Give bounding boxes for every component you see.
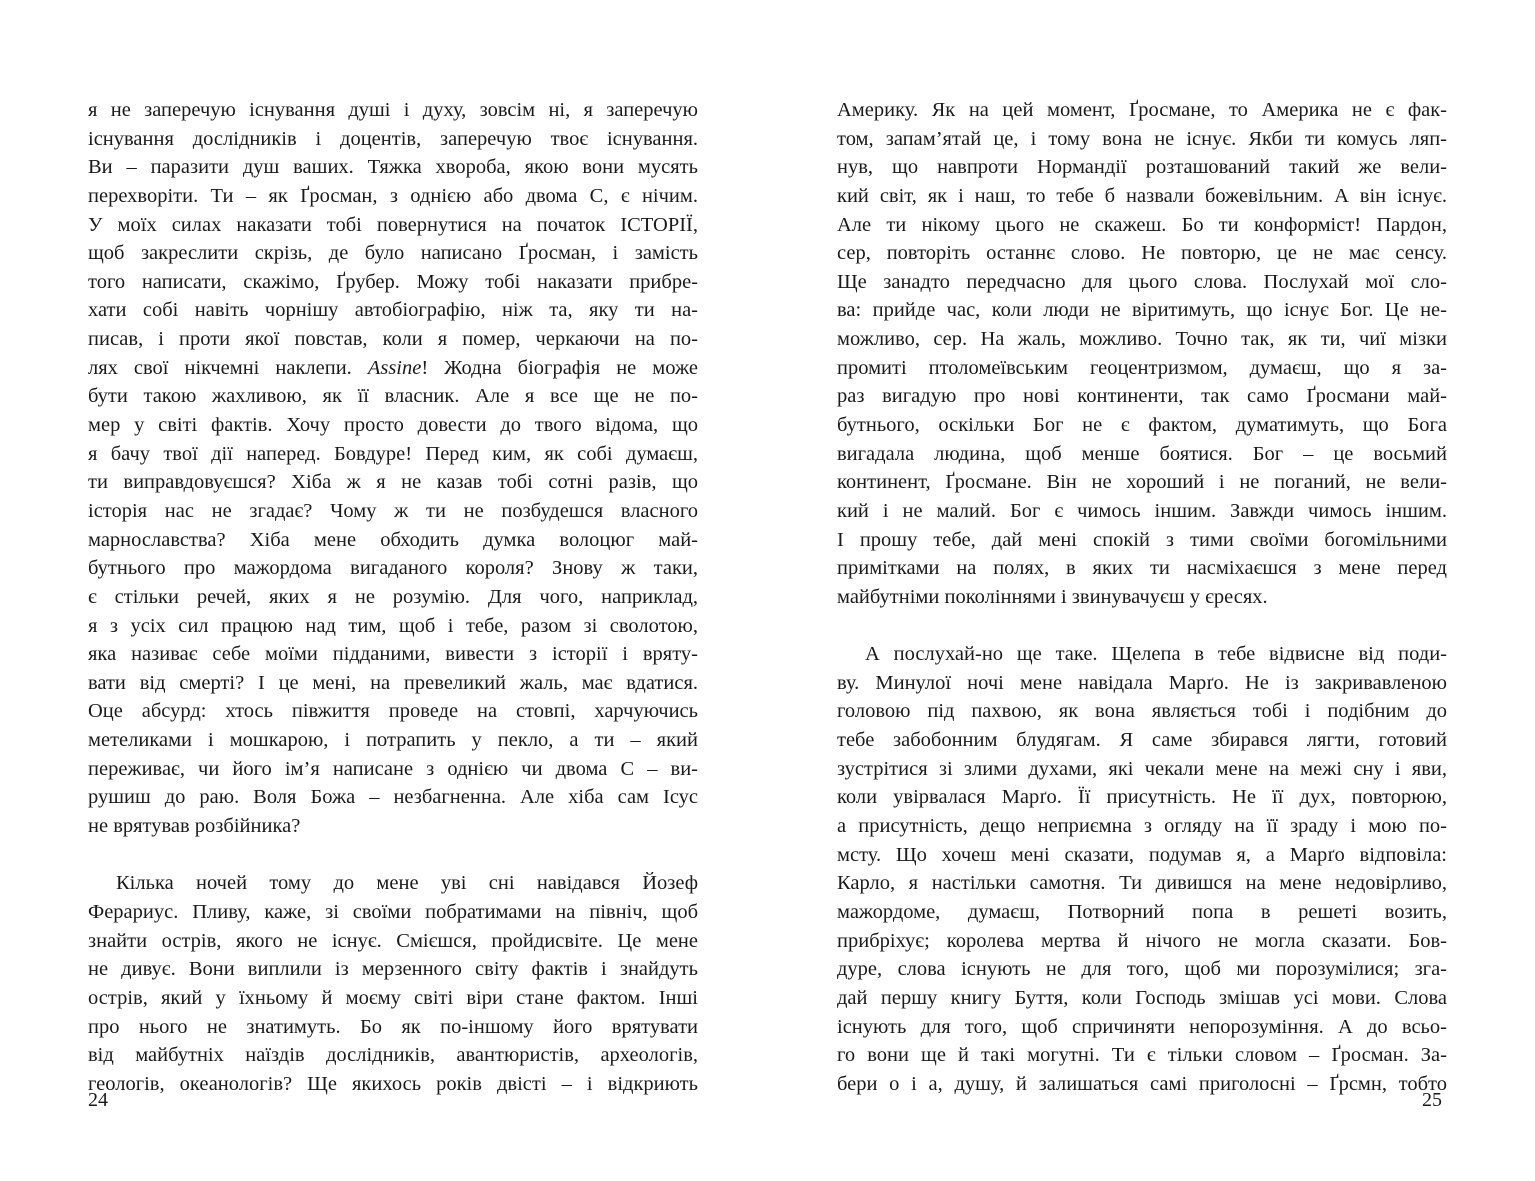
text-line: головою під пахвою, як вона являється тобі і подібним до	[837, 700, 1447, 723]
text-line: не врятував розбійника?	[88, 815, 301, 838]
text-line: бутнього, оскільки Бог не є фактом, думатимуть, що Бога	[837, 414, 1447, 437]
text-line: майбутніми поколіннями і звинувачуєш у єресях.	[837, 585, 1268, 608]
text-line: сер, повторіть останнє слово. Не повторю, це не має сенсу.	[837, 242, 1447, 265]
text-line: У моїх силах наказати тобі повернутися на початок ІСТОРІЇ,	[88, 213, 698, 236]
text-line: А послухай-но ще таке. Щелепа в тебе відвисне від поди-	[865, 643, 1447, 666]
text-line: щоб закреслити скрізь, де було написано Ґросман, і замість	[88, 242, 698, 265]
text-line: писав, і проти якої повстав, коли я помер, черкаючи на по-	[88, 328, 698, 351]
text-line: ва: прийде час, коли люди не віритимуть, що існує Бог. Це не-	[837, 299, 1447, 322]
text-line: вигадала людина, щоб менше боятися. Бог – це восьмий	[837, 442, 1447, 465]
text-line: нув, що навпроти Нормандії розташований такий же вели-	[837, 156, 1447, 179]
text-line: про нього не знатимуть. Бо як по-іншому його врятувати	[88, 1015, 698, 1038]
text-line: я бачу твої дії наперед. Бовдуре! Перед ким, як собі думаєш,	[88, 442, 698, 465]
paragraph	[837, 96, 1447, 612]
text-line: метеликами і мошкарою, і потрапить у пекло, а ти – який	[88, 729, 698, 752]
text-line: коли увірвалася Марґо. Її присутність. Не її дух, повторюю,	[837, 786, 1447, 809]
paragraph	[88, 96, 698, 841]
text-line: вати від смерті? І це мені, на превеликий жаль, має вдатися.	[88, 671, 698, 694]
text-line: існують для того, щоб спричиняти непорозуміння. А до всьо-	[837, 1015, 1447, 1038]
text-line: кий і не малий. Бог є чимось іншим. Завжди чимось іншим.	[837, 499, 1447, 522]
text-line: промиті птоломеївським геоцентризмом, думаєш, що я за-	[837, 356, 1447, 379]
page-number: 24	[88, 1089, 108, 1111]
text-line: Карло, я настільки самотня. Ти дивишся на мене недовірливо,	[837, 872, 1447, 895]
text-line: І прошу тебе, дай мені спокій з тими своїми богомільними	[837, 528, 1447, 551]
text-line: того написати, скажімо, Ґрубер. Можу тобі наказати прибре-	[88, 270, 698, 293]
text-segment: ! Жодна біографія не може	[421, 356, 698, 379]
text-line: дай першу книгу Буття, коли Господь змішав усі мови. Слова	[837, 986, 1447, 1009]
text-line: геологів, океанологів? Ще якихось років двісті – і відкриють	[88, 1072, 698, 1095]
text-line: є стільки речей, яких я не розумію. Для чого, наприклад,	[88, 585, 698, 608]
text-line: Ферариус. Пливу, каже, зі своїми побратимами на північ, щоб	[88, 900, 698, 923]
text-line: ву. Минулої ночі мене навідала Марґо. Не із закривавленою	[837, 671, 1447, 694]
paragraph	[837, 640, 1447, 1098]
text-line: бери о і а, душу, й залишаться самі приголосні – Ґрсмн, тобто	[837, 1072, 1447, 1095]
text-line: а присутність, дещо неприємна з огляду на її зраду і мою по-	[837, 815, 1447, 838]
text-line: яка називає себе моїми підданими, вивести з історії і вряту-	[88, 643, 698, 666]
text-line: острів, який у їхньому й моєму світі віри стане фактом. Інші	[88, 986, 698, 1009]
text-line: я не заперечую існування душі і духу, зовсім ні, я заперечую	[88, 99, 698, 121]
text-line: Ще занадто передчасно для цього слова. Послухай мої сло-	[837, 270, 1447, 293]
text-line: Америку. Як на цей момент, Ґросмане, то Америка не є фак-	[837, 99, 1447, 121]
text-line: го вони ще й такі могутні. Ти є тільки словом – Ґросман. За-	[837, 1044, 1447, 1067]
text-line: хати собі навіть чорнішу автобіографію, ніж та, яку ти на-	[88, 299, 698, 322]
text-line: континент, Ґросмане. Він не хороший і не поганий, не вели-	[837, 471, 1447, 494]
text-line: тебе забобонним блудягам. Я саме збирався лягти, готовий	[837, 729, 1447, 752]
paragraph-gap	[88, 841, 698, 870]
text-line: перехворіти. Ти – як Ґросман, з однією або двома С, є нічим.	[88, 184, 698, 207]
text-line: дуре, слова існують не для того, щоб ми порозумілися; зга-	[837, 958, 1447, 981]
italic-word: Assine	[367, 356, 422, 379]
text-line: існування дослідників і доцентів, заперечую твоє існування.	[88, 127, 698, 150]
paragraph-gap	[837, 612, 1447, 641]
text-line: знайти острів, якого не існує. Смієшся, пройдисвіте. Це мене	[88, 929, 698, 952]
text-line: ти виправдовуєшся? Хіба ж я не казав тобі сотні разів, що	[88, 471, 698, 494]
text-line: рушиш до раю. Воля Божа – незбагненна. Але хіба сам Ісус	[88, 786, 698, 809]
text-segment: лях свої нікчемні наклепи.	[88, 356, 368, 379]
text-line: мер у світі фактів. Хочу просто довести до твого відома, що	[88, 414, 698, 437]
text-line: переживає, чи його ім’я написане з однією чи двома С – ви-	[88, 757, 698, 780]
text-line: кий світ, як і наш, то тебе б назвали божевільним. А він існує.	[837, 184, 1447, 207]
text-line: прибріхує; королева мертва й нічого не могла сказати. Бов-	[837, 929, 1447, 952]
left-page	[88, 96, 698, 1098]
text-line: Оце абсурд: хтось півжиття проведе на стовпі, харчуючись	[88, 700, 698, 723]
right-page	[837, 96, 1447, 1098]
text-line: примітками на полях, в яких ти насміхаєшся з мене перед	[837, 557, 1447, 580]
paragraph	[88, 869, 698, 1098]
text-line: Ви – паразити душ ваших. Тяжка хвороба, якою вони мусять	[88, 156, 698, 179]
text-line: мажордоме, думаєш, Потворний попа в решеті возить,	[837, 900, 1447, 923]
page-number: 25	[1422, 1089, 1442, 1111]
text-line	[88, 354, 698, 383]
text-line: не дивує. Вони виплили із мерзенного світу фактів і знайдуть	[88, 958, 698, 981]
text-line: Кілька ночей тому до мене уві сні навідався Йозеф	[116, 872, 698, 895]
text-line: бутнього про мажордома вигаданого короля? Знову ж таки,	[88, 557, 698, 580]
text-line: Але ти нікому цього не скажеш. Бо ти конформіст! Пардон,	[837, 213, 1447, 236]
text-line: історія нас не згадає? Чому ж ти не позбудешся власного	[88, 499, 698, 522]
text-line: я з усіх сил працюю над тим, щоб і тебе, разом зі сволотою,	[88, 614, 698, 637]
text-line: від майбутніх наїздів дослідників, авантюристів, археологів,	[88, 1044, 698, 1067]
text-line: бути такою жахливою, як її власник. Але я все ще не по-	[88, 385, 698, 408]
text-line: раз вигадую про нові континенти, так само Ґросмани май-	[837, 385, 1447, 408]
text-line: мсту. Що хочеш мені сказати, подумав я, а Марґо відповіла:	[837, 843, 1447, 866]
text-line: том, запам’ятай це, і тому вона не існує. Якби ти комусь ляп-	[837, 127, 1447, 150]
text-line: марнославства? Хіба мене обходить думка волоцюг май-	[88, 528, 698, 551]
text-line: можливо, сер. На жаль, можливо. Точно так, як ти, чиї мізки	[837, 328, 1447, 351]
text-line: зустрітися зі злими духами, які чекали мене на межі сну і яви,	[837, 757, 1447, 780]
